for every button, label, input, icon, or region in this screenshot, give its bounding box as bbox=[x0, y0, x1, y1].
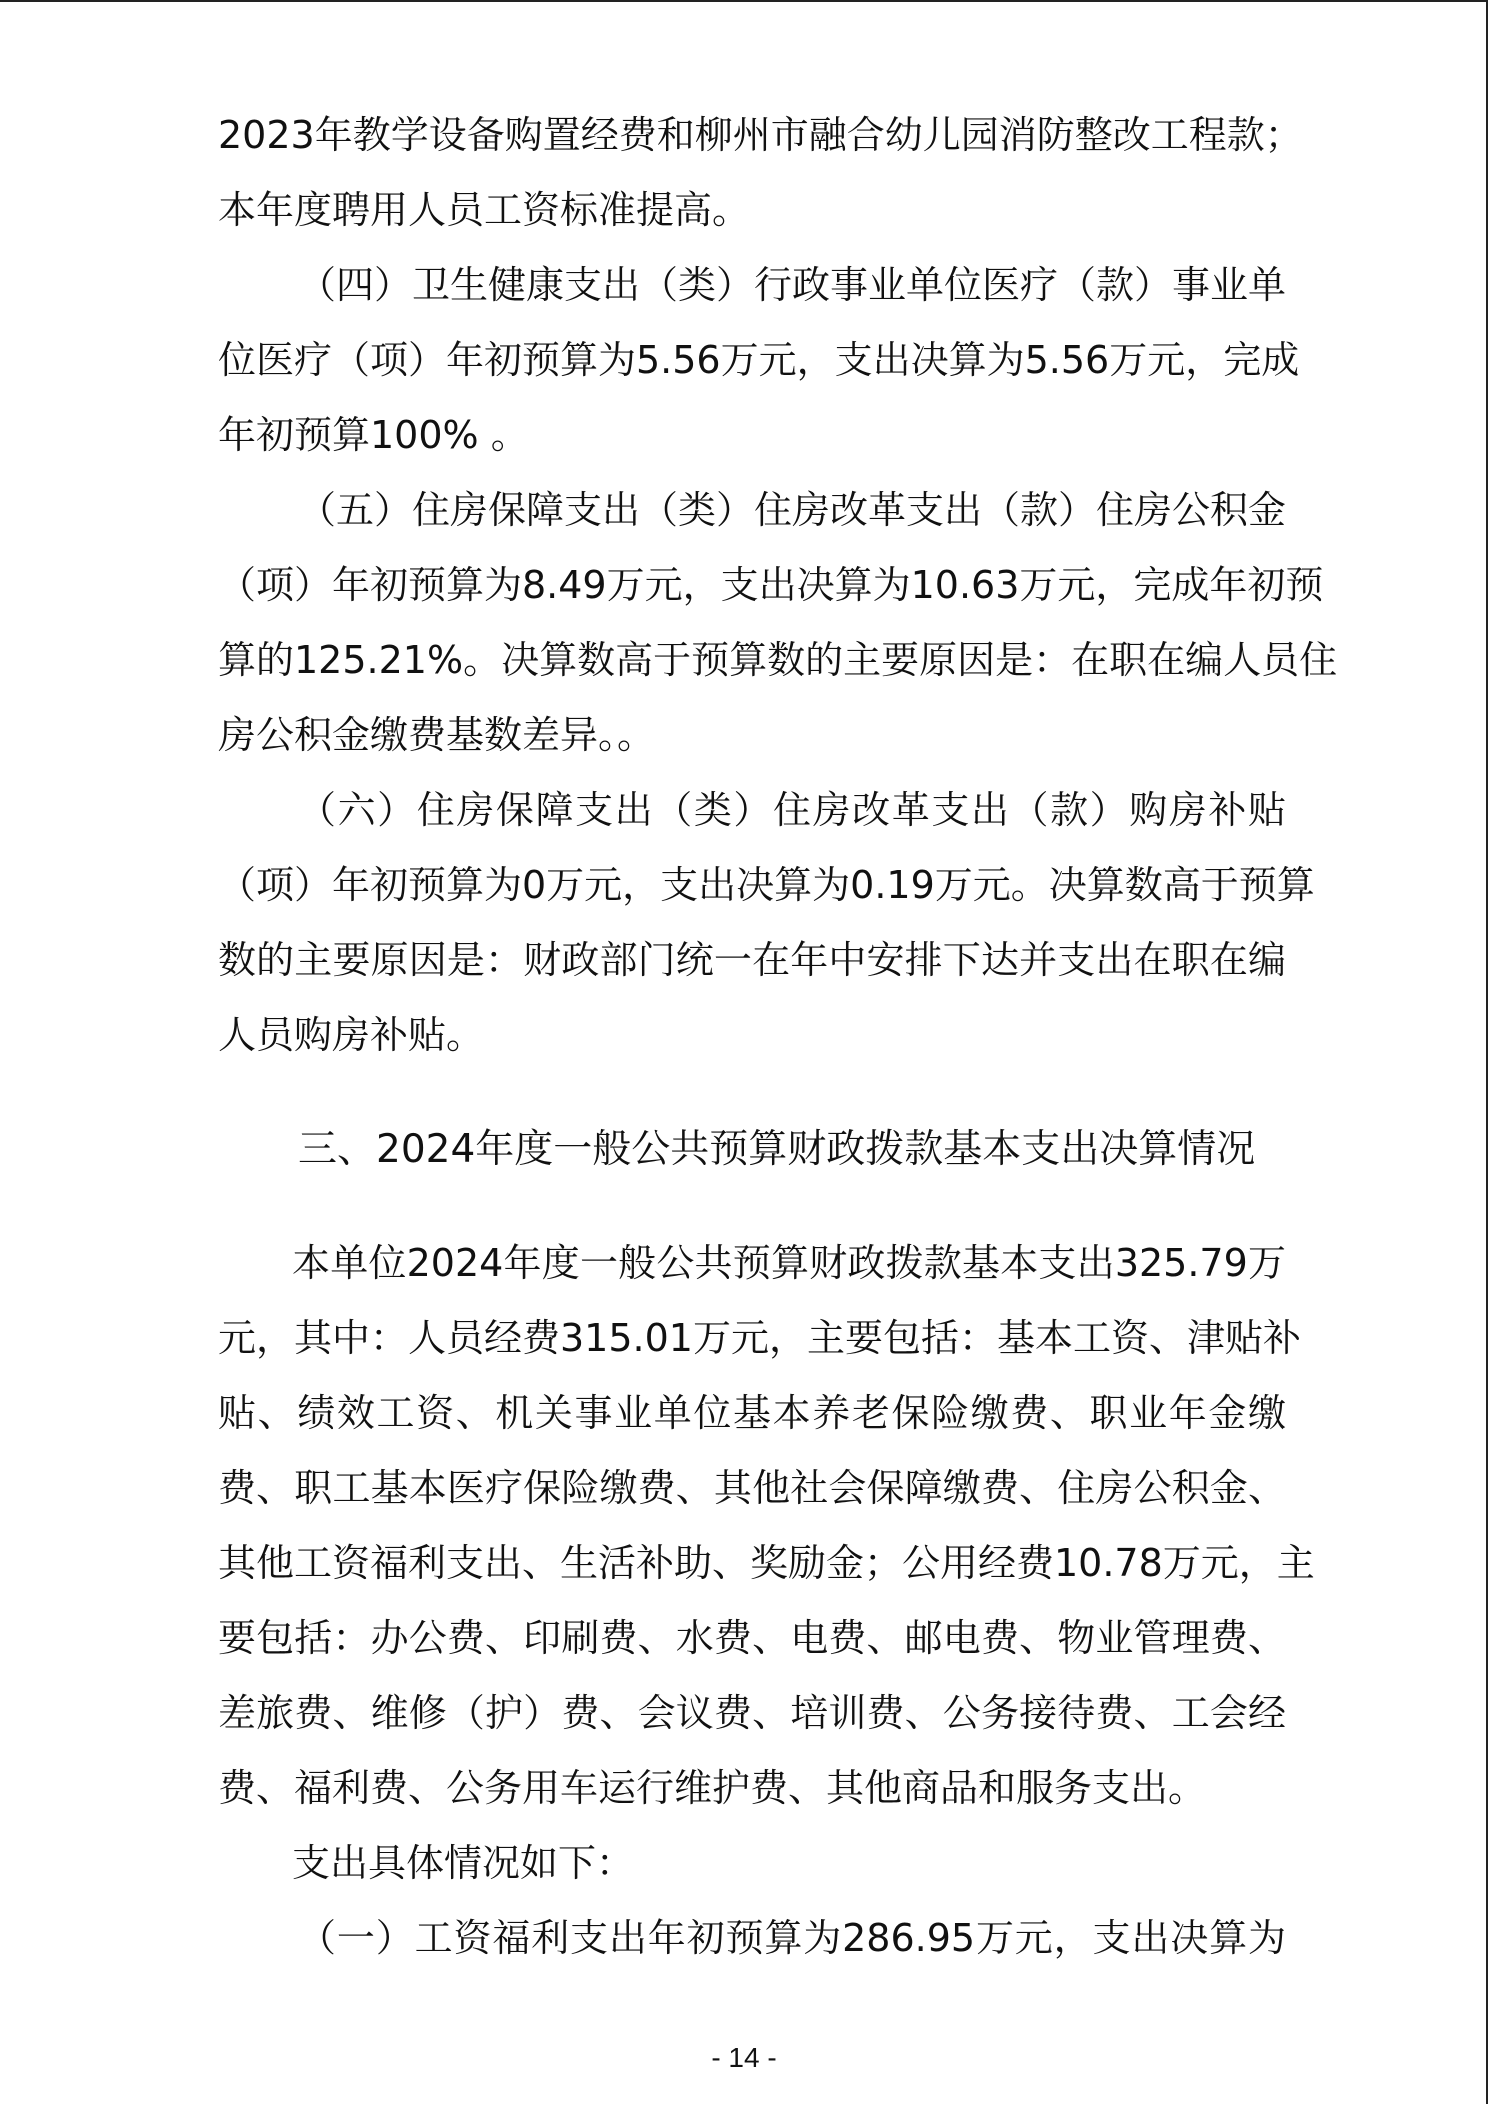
paragraph-line: 房公积金缴费基数差异。。 bbox=[218, 713, 656, 757]
paragraph-line: 贴、绩效工资、机关事业单位基本养老保险缴费、职业年金缴 bbox=[218, 1391, 1286, 1435]
paragraph-line: （一）工资福利支出年初预算为286.95万元，支出决算为 bbox=[298, 1916, 1286, 1960]
document-body bbox=[218, 98, 1338, 1976]
paragraph-line: 位医疗（项）年初预算为5.56万元，支出决算为5.56万元，完成 bbox=[218, 338, 1300, 382]
paragraph-line: 年初预算100% 。 bbox=[218, 413, 529, 457]
paragraph-line: 算的125.21%。决算数高于预算数的主要原因是：在职在编人员住 bbox=[218, 638, 1338, 682]
paragraph-line: （六）住房保障支出（类）住房改革支出（款）购房补贴 bbox=[298, 788, 1286, 832]
paragraph-line: 2023年教学设备购置经费和柳州市融合幼儿园消防整改工程款； bbox=[218, 113, 1303, 157]
page-number: - 14 - bbox=[711, 2042, 777, 2073]
paragraph-line: 人员购房补贴。 bbox=[218, 1013, 485, 1057]
paragraph-line: （项）年初预算为8.49万元，支出决算为10.63万元，完成年初预 bbox=[218, 563, 1324, 607]
paragraph-line: 本单位2024年度一般公共预算财政拨款基本支出325.79万 bbox=[292, 1241, 1286, 1285]
paragraph-line: 支出具体情况如下： bbox=[292, 1841, 635, 1885]
paragraph-line: 费、职工基本医疗保险缴费、其他社会保障缴费、住房公积金、 bbox=[218, 1466, 1286, 1510]
paragraph-line: 差旅费、维修（护）费、会议费、培训费、公务接待费、工会经 bbox=[218, 1691, 1286, 1735]
paragraph-line: 其他工资福利支出、生活补助、奖励金；公用经费10.78万元，主 bbox=[218, 1541, 1315, 1585]
section-heading: 三、2024年度一般公共预算财政拨款基本支出决算情况 bbox=[298, 1127, 1256, 1172]
paragraph-line: 本年度聘用人员工资标准提高。 bbox=[218, 188, 751, 232]
paragraph-line: 费、福利费、公务用车运行维护费、其他商品和服务支出。 bbox=[218, 1766, 1207, 1810]
paragraph-line: （五）住房保障支出（类）住房改革支出（款）住房公积金 bbox=[298, 488, 1287, 532]
paragraph-line: 要包括：办公费、印刷费、水费、电费、邮电费、物业管理费、 bbox=[218, 1616, 1286, 1660]
paragraph-line: 数的主要原因是：财政部门统一在年中安排下达并支出在职在编 bbox=[218, 938, 1286, 982]
paragraph-line: （四）卫生健康支出（类）行政事业单位医疗（款）事业单 bbox=[298, 263, 1287, 307]
paragraph-line: 元，其中：人员经费315.01万元，主要包括：基本工资、津贴补 bbox=[218, 1316, 1301, 1360]
paragraph-line: （项）年初预算为0万元，支出决算为0.19万元。决算数高于预算 bbox=[218, 863, 1315, 907]
